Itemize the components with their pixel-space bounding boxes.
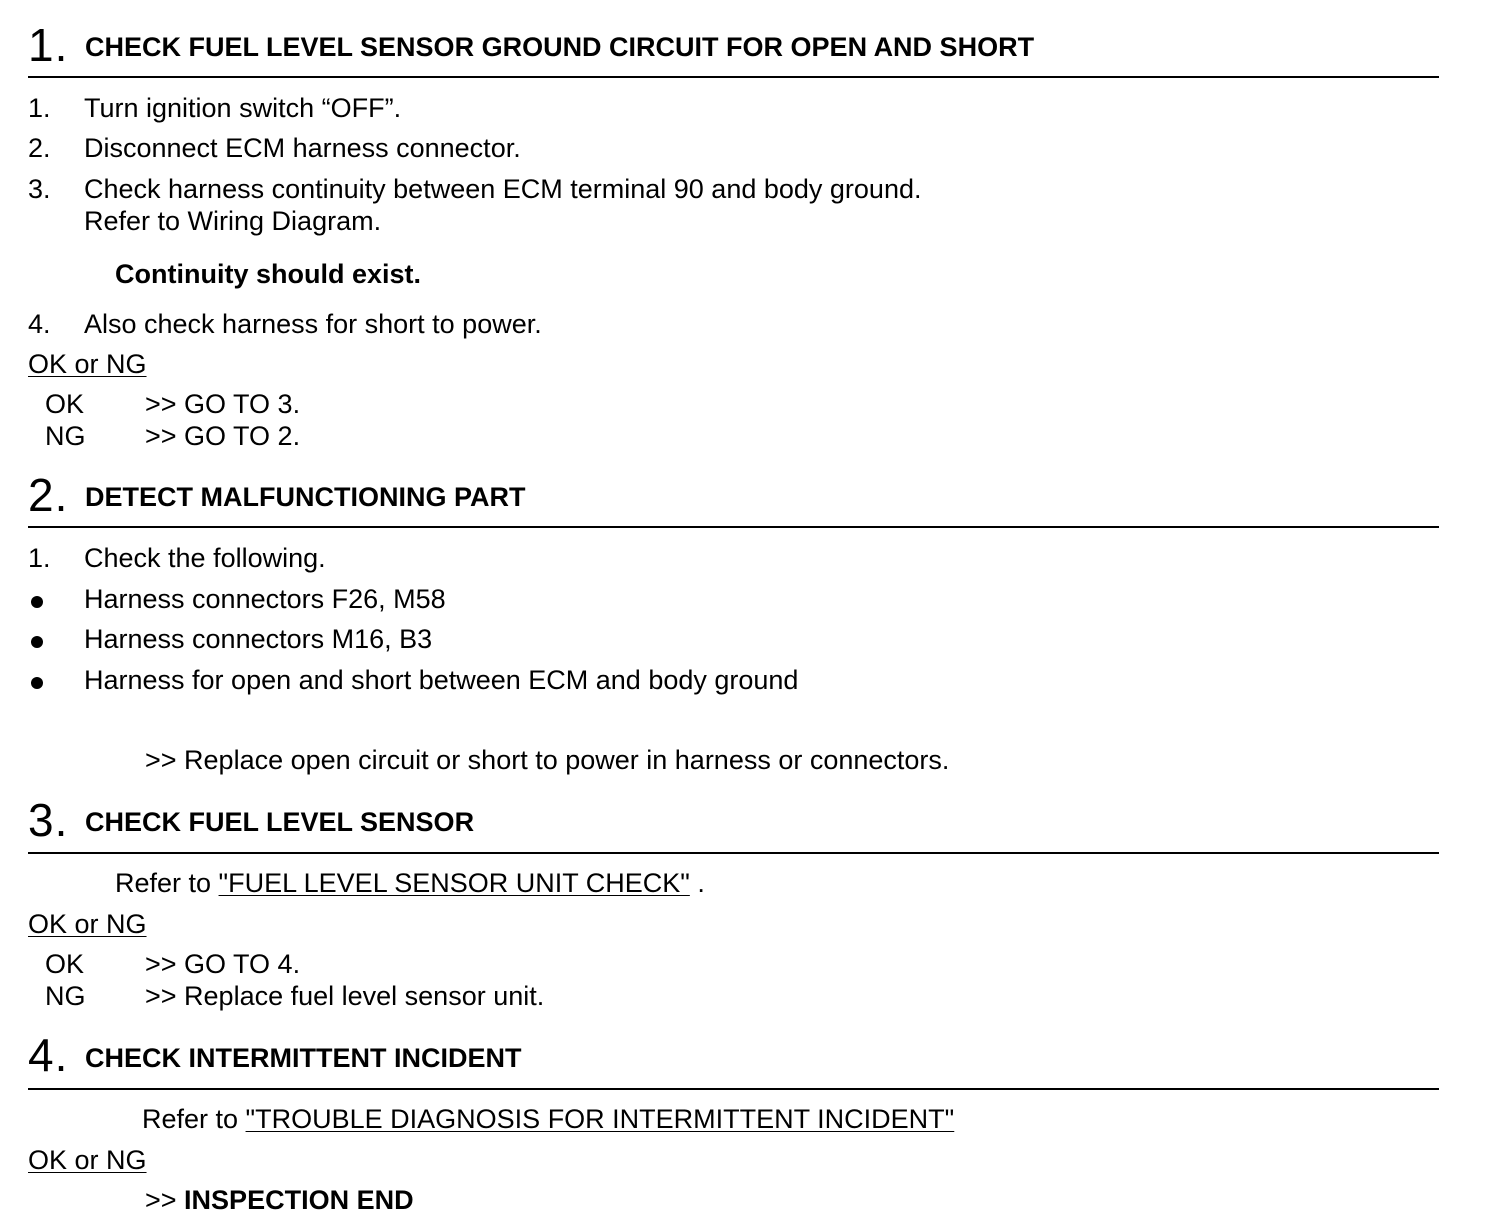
bullet-icon — [31, 677, 43, 689]
section-number: 2. — [28, 469, 69, 521]
step-text: Check the following. — [84, 543, 326, 573]
refer-suffix: . — [689, 868, 705, 898]
section-divider — [28, 852, 1439, 854]
refer-prefix: Refer to — [115, 868, 219, 898]
action-text: >> Replace open circuit or short to power in harness or connectors. — [145, 745, 950, 775]
step-text-continued: Refer to Wiring Diagram. — [84, 206, 382, 236]
step-text: Disconnect ECM harness connector. — [84, 133, 521, 163]
refer-prefix: Refer to — [142, 1104, 246, 1134]
fuel-level-sensor-check-link[interactable]: "FUEL LEVEL SENSOR UNIT CHECK" — [218, 868, 690, 898]
end-prefix: >> — [145, 1185, 185, 1215]
bullet-icon — [31, 636, 43, 648]
step-number: 1. — [28, 93, 51, 123]
ok-ng-label: OK or NG — [28, 909, 147, 939]
section-divider — [28, 76, 1439, 78]
section-divider — [28, 526, 1439, 528]
result-code: NG — [45, 421, 86, 451]
step-text: Check harness continuity between ECM terminal 90 and body ground. — [84, 174, 922, 204]
spec-text: Continuity should exist. — [115, 259, 422, 289]
result-action: >> GO TO 3. — [145, 389, 301, 419]
result-action: >> Replace fuel level sensor unit. — [145, 981, 545, 1011]
refer-line — [115, 870, 705, 897]
step-number: 2. — [28, 133, 51, 163]
intermittent-incident-link[interactable]: "TROUBLE DIAGNOSIS FOR INTERMITTENT INCIDENT" — [245, 1104, 955, 1134]
inspection-end-text: INSPECTION END — [184, 1185, 414, 1215]
bullet-text: Harness connectors M16, B3 — [84, 624, 433, 654]
bullet-text: Harness connectors F26, M58 — [84, 584, 446, 614]
section-title: CHECK INTERMITTENT INCIDENT — [85, 1043, 522, 1073]
ok-ng-label: OK or NG — [28, 1145, 147, 1175]
step-number: 1. — [28, 543, 51, 573]
step-text: Also check harness for short to power. — [84, 309, 542, 339]
result-code: NG — [45, 981, 86, 1011]
result-code: OK — [45, 389, 85, 419]
refer-line — [142, 1106, 954, 1133]
result-code: OK — [45, 949, 85, 979]
section-number: 3. — [28, 794, 69, 846]
section-number: 4. — [28, 1029, 69, 1081]
end-line — [145, 1187, 414, 1214]
section-number: 1. — [28, 19, 69, 71]
step-number: 3. — [28, 174, 51, 204]
step-text: Turn ignition switch “OFF”. — [84, 93, 402, 123]
section-title: CHECK FUEL LEVEL SENSOR GROUND CIRCUIT FOR OPEN AND SHORT — [85, 32, 1035, 62]
section-title: CHECK FUEL LEVEL SENSOR — [85, 807, 475, 837]
step-number: 4. — [28, 309, 51, 339]
bullet-icon — [31, 596, 43, 608]
result-action: >> GO TO 4. — [145, 949, 301, 979]
section-title: DETECT MALFUNCTIONING PART — [85, 482, 526, 512]
ok-ng-label: OK or NG — [28, 349, 147, 379]
section-divider — [28, 1088, 1439, 1090]
result-action: >> GO TO 2. — [145, 421, 301, 451]
bullet-text: Harness for open and short between ECM and body ground — [84, 665, 799, 695]
